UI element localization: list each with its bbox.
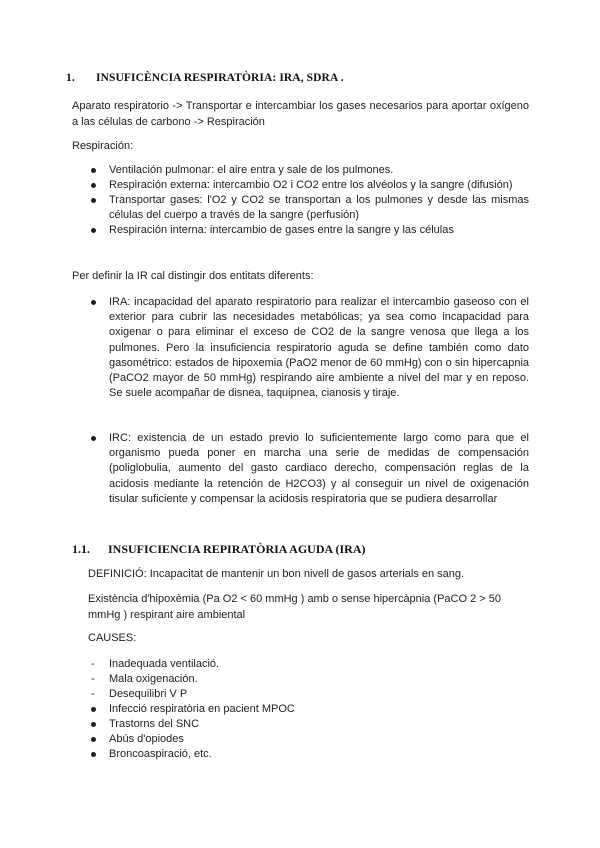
existencia-paragraph: Existència d'hipoxèmia (Pa O2 < 60 mmHg ) amb o sense hipercàpnia (PaCO 2 > 50 mmHg ) respirant aire ambiental: [88, 593, 501, 621]
ira-item: IRA: incapacidad del aparato respiratorio para realizar el intercambio gaseoso con el exterior para cubrir las necesidades metabólicas; ya sea como incapacidad para oxigenar o para eliminar el exceso de CO2 de la sangre venosa que llega a los pulmones. Pero la insuficiencia respiratorio aguda se define también como dato gasométrico: estados de hipoxemia (PaO2 menor de 60 mmHg) con o sin hipercapnia (PaCO2 mayor de 50 mmHg) respirando aire ambiente a nivel del mar y en reposo. Se suele acompañar de disnea, taquipnea, cianosis y tiraje.: [88, 295, 529, 401]
section-number: 1.1.: [72, 542, 90, 556]
respiracion-list: [88, 163, 529, 238]
list-item: Respiración interna: intercambio de gases entre la sangre y las células: [88, 223, 529, 238]
list-item: - Mala oxigenación.: [88, 672, 529, 687]
definir-label: Per definir la IR cal distingir dos entitats diferents:: [72, 270, 314, 282]
irc-item: IRC: existencia de un estado previo lo suficientemente largo como para que el organismo pueda poner en marcha una serie de medidas de compensación (poliglobulia, aumento del gasto cardiaco derecho, compensación reglas de la acidosis mediante la retención de H2CO3) y al conseguir un nivel de oxigenación tisular suficiente y compensar la acidosis respiratoria que se pudiera desarrollar: [88, 431, 529, 507]
list-item: Ventilación pulmonar: el aire entra y sale de los pulmones.: [88, 163, 529, 178]
causes-label: CAUSES:: [88, 632, 137, 644]
list-item: Infecció respiratòria en pacient MPOC: [88, 702, 529, 717]
section-heading-1: [66, 72, 344, 84]
section-number: 1.: [66, 72, 75, 84]
intro-paragraph: Aparato respiratorio -> Transportar e intercambiar los gases necesarios para aportar oxígeno a las células de carbono -> Respiración: [72, 100, 529, 128]
section-title: INSUFICIENCIA REPIRATÒRIA AGUDA (IRA): [108, 542, 366, 556]
causes-list: [88, 657, 529, 762]
list-item: - Desequilibri V P: [88, 687, 529, 702]
list-item: Transportar gases: l'O2 y CO2 se transportan a los pulmones y desde las mismas células del cuerpo a través de la sangre (perfusión): [88, 193, 529, 223]
list-item: Broncoaspiració, etc.: [88, 747, 529, 762]
respiracion-label: Respiración:: [72, 140, 134, 152]
list-item: Respiración externa: intercambio O2 i CO2 entre los alvéolos y la sangre (difusión): [88, 178, 529, 193]
section-title: INSUFICÈNCIA RESPIRATÒRIA: IRA, SDRA .: [96, 72, 344, 84]
list-item: Abús d'opiodes: [88, 732, 529, 747]
ira-list: [88, 295, 529, 401]
list-item: - Inadequada ventilació.: [88, 657, 529, 672]
list-item: Trastorns del SNC: [88, 717, 529, 732]
irc-list: [88, 431, 529, 507]
definicio-paragraph: DEFINICIÓ: Incapacitat de mantenir un bon nivell de gasos arterials en sang.: [88, 568, 465, 580]
section-heading-1-1: [72, 542, 365, 557]
